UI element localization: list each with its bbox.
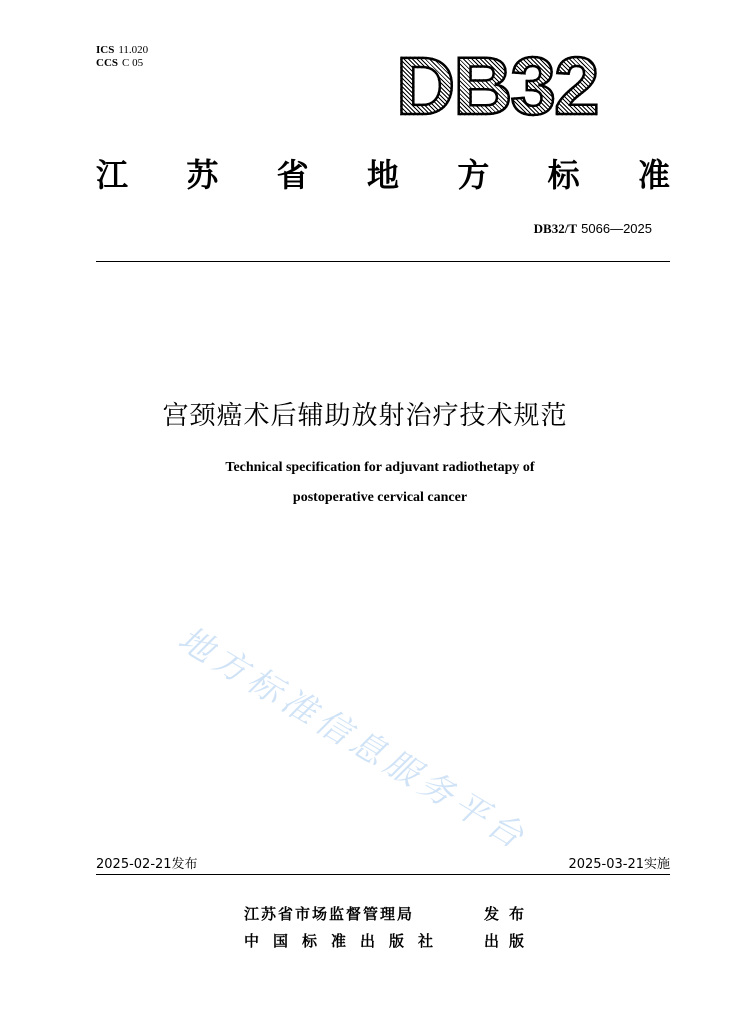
standard-type-char: 省 — [276, 156, 309, 194]
press-action: 出版 — [484, 932, 535, 950]
standard-code-logo: DB32 — [396, 41, 598, 132]
publisher-action: 发布 — [484, 905, 535, 923]
publisher-row — [244, 903, 534, 924]
implementation-date: 2025-03-21实施 — [568, 857, 670, 872]
standard-type-char: 地 — [366, 156, 399, 194]
standard-number — [534, 221, 652, 237]
footer-divider — [96, 874, 670, 875]
press-row — [244, 930, 534, 951]
standard-type-heading — [96, 155, 670, 195]
publisher-name: 江苏省市场监督管理局 — [244, 905, 415, 923]
standard-number-value: 5066—2025 — [581, 221, 652, 236]
standard-number-prefix: DB32/T — [533, 221, 578, 236]
title-chinese: 宫颈癌术后辅助放射治疗技术规范 — [162, 401, 568, 431]
issue-date: 2025-02-21发布 — [96, 857, 198, 872]
standard-type-char: 准 — [637, 156, 670, 194]
watermark: 地方标准信息服务平台 — [171, 618, 535, 860]
classification-block — [96, 44, 148, 70]
header-divider — [96, 261, 670, 262]
ccs-code: CCS C 05 — [96, 57, 144, 69]
standard-type-char: 苏 — [186, 156, 219, 194]
standard-type-char: 江 — [96, 156, 129, 194]
title-english-line-1: Technical specification for adjuvant radiothetapy of — [225, 460, 535, 475]
standard-type-char: 方 — [457, 156, 490, 194]
standard-type-char: 标 — [547, 156, 580, 194]
press-name: 中国标准出版社 — [244, 932, 448, 950]
ics-code: ICS 11.020 — [96, 44, 149, 56]
title-english-line-2: postoperative cervical cancer — [292, 490, 468, 505]
